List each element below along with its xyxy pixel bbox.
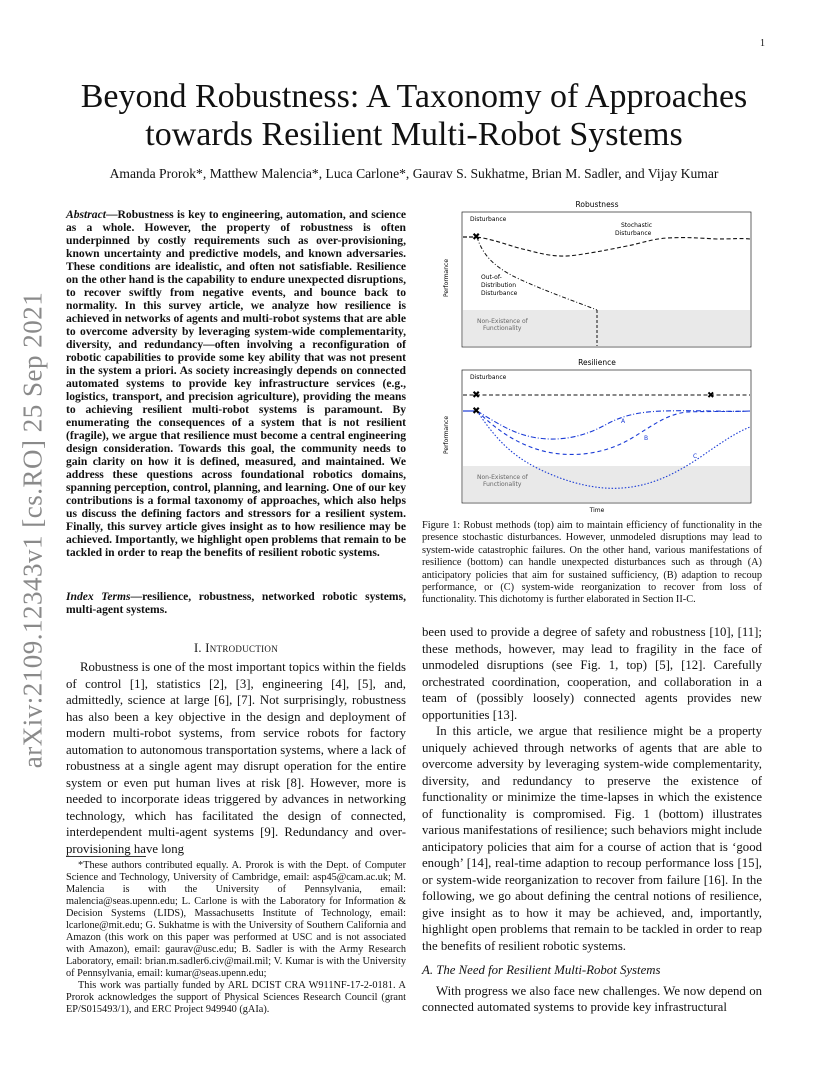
- fig-top-ood-1: Out-of-: [481, 274, 502, 281]
- fig-bottom-curve-b: [477, 411, 750, 454]
- arxiv-stamp: [10, 291, 55, 769]
- fig-bottom-curve-a: [477, 411, 750, 439]
- fig-bottom-label-c: C: [693, 453, 698, 460]
- fig-bottom-disturbance-marker-1: ✖: [472, 390, 481, 401]
- fig-bottom-ylabel: Performance: [443, 415, 450, 455]
- abstract: [66, 208, 406, 559]
- footnotes: [66, 860, 406, 1016]
- fig-bottom-title: Resilience: [578, 358, 616, 367]
- right-column-body: [422, 624, 762, 1016]
- arxiv-stamp-text: arXiv:2109.12343v1 [cs.RO] 25 Sep 2021: [17, 291, 47, 769]
- intro-paragraph: Robustness is one of the most important topics within the fields of control [1], statistics [2], [3], engineering [4], [5], and, admittedly, science at large [6], [7]. Not surprisingly, robustness has also been a key objective in the design and deployment of modern multi-robot systems, from service robots for factory automation to autonomous transportation systems, where a lack of robustness at a single agent may disrupt operation for the entire system or even put human lives at risk [8]. However, more is needed to incorporate ideas triggered by advances in networking technology, which has facilitated the design of connected, interdependent multi-agent systems [9]. Redundancy and over-provisioning have long: [66, 660, 406, 856]
- fig-bottom-nonexist-2: Functionality: [483, 481, 522, 488]
- section-heading: I. Introduction: [193, 641, 279, 655]
- fig-top-stochastic-curve: [477, 237, 750, 256]
- right-paragraph-1: been used to provide a degree of safety and robustness [10], [11]; these methods, however, may lead to fragility in the face of unmodeled disruptions (see Fig. 1, top) [5], [12]. Carefully orchestrated coordination, cooperation, and collaboration in a team of (possibly loosely) connected agents provides new opportunities [13].: [422, 625, 762, 722]
- right-paragraph-3: With progress we also face new challenges. We now depend on connected automated systems to provide key infrastructural: [422, 983, 762, 1014]
- fig-top-nonexist-2: Functionality: [483, 325, 522, 332]
- fig-bottom-disturbance-marker-2: ✖: [472, 406, 481, 417]
- abstract-text: —Robustness is key to engineering, automation, and science as a whole. However, the property of robustness is often underpinned by costly requirements such as over-provisioning, known uncertainty and predictive models, and known adversaries. These conditions are idealistic, and often not satisfiable. Resilience on the other hand is the capability to endure unexpected disruptions, to recover swiftly from negative events, and bounce back to normality. In this survey article, we analyze how resilience is achieved in networks of agents and multi-robot systems that are able to overcome adversity by leveraging system-wide complementarity, diversity, and redundancy—often involving a reconfiguration of robotic capabilities to provide some key ability that was not present in the system a priori. As society increasingly depends on connected automated systems to provide key infrastructure services (e.g., logistics, transport, and precision agriculture), providing the means to achieving resilient multi-robot systems is paramount. By enumerating the consequences of a system that is not resilient (fragile), we argue that resilience must become a central engineering design consideration. Towards this goal, the community needs to gain clarity on how it is defined, measured, and maintained. We address these questions across foundational robotics domains, spanning perception, control, planning, and learning. One of our key contributions is a formal taxonomy of approaches, which also helps us discuss the defining factors and stressors for a resilient system. Finally, this survey article gives insight as to how resilience may be achieved. Importantly, we highlight open problems that remain to be tackled in order to reap the benefits of resilient robotic systems.: [66, 208, 406, 559]
- fig-top-disturbance-marker: ✖: [472, 232, 481, 243]
- fig-bottom-xlabel: Time: [589, 507, 605, 514]
- fig-bottom-recovery-marker: ✖: [707, 391, 715, 401]
- footnote-affiliations: *These authors contributed equally. A. Prorok is with the Dept. of Computer Science and Technology, University of Cambridge, email: asp45@cam.ac.uk; M. Malencia is with the University of Pennsylvania, email: malencia@seas.upenn.edu; L. Carlone is with the Laboratory for Information & Decision Systems (LIDS), Massachusetts Institute of Technology, email: lcarlone@mit.edu; G. Sukhatme is with the University of Southern California and Amazon (this work on this paper was performed at USC and is not associated with Amazon), email: gaurav@usc.edu; B. Sadler is with the Army Research Laboratory, email: brian.m.sadler6.civ@mail.mil; V. Kumar is with the University of Pennsylvania, email: kumar@seas.upenn.edu;: [66, 860, 406, 979]
- fig-top-stochastic-1: Stochastic: [621, 222, 653, 229]
- title-line-2: towards Resilient Multi-Robot Systems: [145, 116, 683, 153]
- fig-top-stochastic-2: Disturbance: [615, 230, 652, 237]
- fig-bottom-nonexist-1: Non-Existence of: [477, 474, 528, 481]
- index-terms-text: —resilience, robustness, networked robotic systems, multi-agent systems.: [66, 590, 406, 616]
- paper-title: [60, 78, 768, 154]
- index-terms-label: Index Terms: [66, 590, 131, 603]
- right-paragraph-2: In this article, we argue that resilience might be a property uniquely achieved through networks of agents that are able to overcome adversity by leveraging system-wide complementarity, diversity, and redundancy to preserve the existence of functionality or minimize the time-lapses in which the existence of functionality is compromised. Fig. 1 (bottom) illustrates various manifestations of resilience; such behaviors might include anticipatory policies that aim for a course of action that is ‘good enough’ [14], real-time adaption to recoup performance loss [15], or system-wide reorganization to recover from failure [16]. In the following, we go about defining the central notions of resilience, give insight as to how it may be achieved, and, importantly, highlight open problems that remain to be tackled in order to reap the benefits of resilient robotic systems.: [422, 724, 762, 953]
- fig-bottom-label-a: A: [621, 418, 626, 425]
- fig-top-ood-2: Distribution: [481, 282, 517, 289]
- fig-top-title: Robustness: [575, 200, 619, 209]
- footnote-rule: [66, 856, 146, 857]
- title-line-1: Beyond Robustness: A Taxonomy of Approaches: [80, 78, 748, 115]
- fig-bottom-disturbance: Disturbance: [470, 374, 507, 381]
- page-number: 1: [760, 38, 765, 49]
- fig-top-disturbance: Disturbance: [470, 216, 507, 223]
- subsection-heading: A. The Need for Resilient Multi-Robot Systems: [422, 963, 661, 977]
- author-list: Amanda Prorok*, Matthew Malencia*, Luca Carlone*, Gaurav S. Sukhatme, Brian M. Sadler, and Vijay Kumar: [109, 166, 719, 181]
- index-terms: [66, 590, 406, 616]
- fig-top-ood-3: Disturbance: [481, 290, 518, 297]
- figure-1: [437, 198, 759, 518]
- abstract-label: Abstract: [66, 208, 106, 221]
- footnote-funding: This work was partially funded by ARL DCIST CRA W911NF-17-2-0181. A Prorok acknowledges the support of Physical Sciences Research Council (grant EP/S015493/1), and ERC Project 949940 (gAIa).: [66, 980, 406, 1015]
- fig-top-nonexist-1: Non-Existence of: [477, 318, 528, 325]
- fig-top-ylabel: Performance: [443, 258, 450, 298]
- figure-caption: Figure 1: Robust methods (top) aim to maintain efficiency of functionality in the presence stochastic disturbances. However, unmodeled disruptions may lead to system-wide catastrophic failures. On the other hand, various manifestations of resilience (bottom) can handle unexpected disturbances such as through (A) anticipatory policies that aim for sustained sufficiency, (B) adaption to recoup performance, or (C) system-wide reorganization to recover from loss of functionality. This dichotomy is further elaborated in Section II-C.: [422, 520, 762, 606]
- fig-bottom-label-b: B: [644, 435, 649, 442]
